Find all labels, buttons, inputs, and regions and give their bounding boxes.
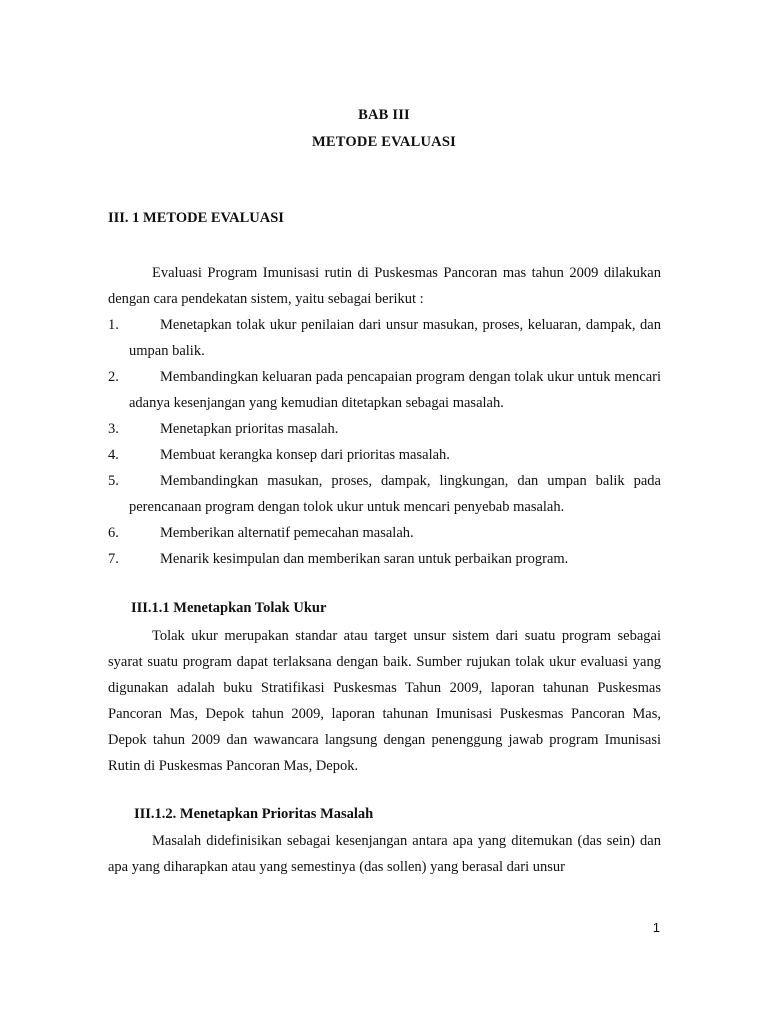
list-item bbox=[108, 312, 661, 364]
page-number: 1 bbox=[652, 920, 660, 935]
list-item bbox=[108, 364, 661, 416]
list-item-number: 6. bbox=[108, 525, 119, 541]
list-item-text: Menetapkan prioritas masalah. bbox=[160, 421, 339, 437]
list-item-number: 4. bbox=[108, 447, 119, 463]
list-item-number: 5. bbox=[108, 473, 119, 489]
subsection-heading: III.1.1 Menetapkan Tolak Ukur bbox=[131, 600, 327, 616]
list-item-text: Memberikan alternatif pemecahan masalah. bbox=[160, 525, 414, 541]
steps-list bbox=[108, 312, 661, 572]
list-item bbox=[108, 442, 661, 468]
list-item-text: Membuat kerangka konsep dari prioritas masalah. bbox=[160, 447, 450, 463]
subsection-paragraph bbox=[108, 623, 661, 779]
list-item-text: Menarik kesimpulan dan memberikan saran untuk perbaikan program. bbox=[160, 551, 569, 567]
list-item-number: 1. bbox=[108, 317, 119, 333]
list-item-number: 7. bbox=[108, 551, 119, 567]
subsection-body-text: Masalah didefinisikan sebagai kesenjangan antara apa yang ditemukan (das sein) dan apa yang diharapkan atau yang semestinya (das sollen) yang berasal dari unsur bbox=[108, 833, 661, 875]
chapter-number: BAB III bbox=[358, 107, 410, 123]
subsection-paragraph bbox=[108, 828, 661, 880]
subsection-body-text: Tolak ukur merupakan standar atau target unsur sistem dari suatu program sebagai syarat suatu program dapat terlaksana dengan baik. Sumber rujukan tolak ukur evaluasi yang digunakan adalah buku Stratifikasi Puskesmas Tahun 2009, laporan tahunan Puskesmas Pancoran Mas, Depok tahun 2009, laporan tahunan Imunisasi Puskesmas Pancoran Mas, Depok tahun 2009 dan wawancara langsung dengan penenggung jawab program Imunisasi Rutin di Puskesmas Pancoran Mas, Depok. bbox=[108, 628, 661, 774]
list-item bbox=[108, 546, 661, 572]
list-item bbox=[108, 468, 661, 520]
list-item bbox=[108, 416, 661, 442]
list-item-number: 2. bbox=[108, 369, 119, 385]
section-intro-paragraph bbox=[108, 260, 661, 312]
list-item-number: 3. bbox=[108, 421, 119, 437]
list-item-text: Membandingkan keluaran pada pencapaian program dengan tolak ukur untuk mencari adanya kesenjangan yang kemudian ditetapkan sebagai masalah. bbox=[129, 369, 661, 411]
subsection-heading: III.1.2. Menetapkan Prioritas Masalah bbox=[134, 806, 374, 822]
list-item-text: Menetapkan tolak ukur penilaian dari unsur masukan, proses, keluaran, dampak, dan umpan balik. bbox=[129, 317, 661, 359]
section-heading: III. 1 METODE EVALUASI bbox=[108, 210, 284, 226]
list-item bbox=[108, 520, 661, 546]
chapter-title: METODE EVALUASI bbox=[312, 134, 456, 150]
list-item-text: Membandingkan masukan, proses, dampak, lingkungan, dan umpan balik pada perencanaan program dengan tolok ukur untuk mencari penyebab masalah. bbox=[129, 473, 661, 515]
section-intro-text: Evaluasi Program Imunisasi rutin di Puskesmas Pancoran mas tahun 2009 dilakukan dengan cara pendekatan sistem, yaitu sebagai berikut : bbox=[108, 265, 661, 307]
